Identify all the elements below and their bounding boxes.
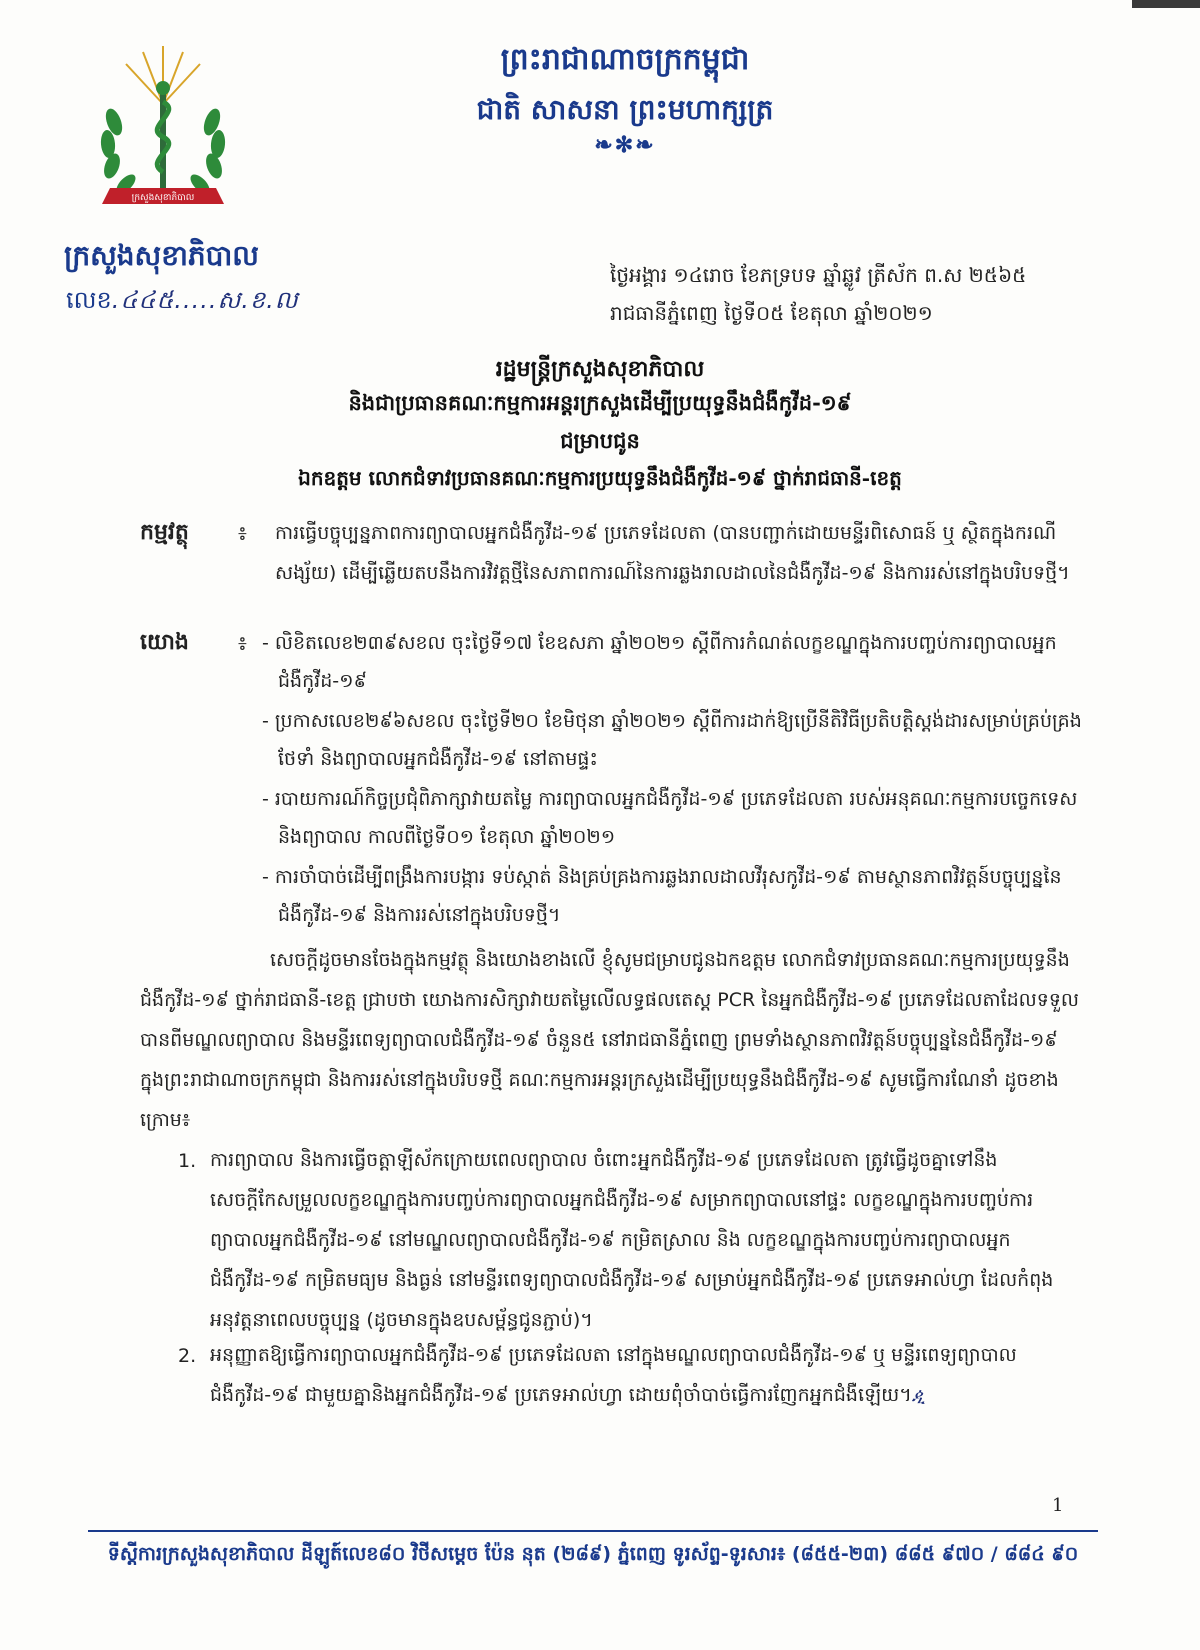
emblem-banner-text: ក្រសួងសុខាភិបាល	[131, 193, 195, 203]
reference-number-prefix: លេខ	[66, 286, 112, 314]
kingdom-title: ព្រះរាជាណាចក្រកម្ពុជា	[500, 42, 750, 77]
reference-number	[66, 285, 299, 320]
item-number: 1.	[178, 1150, 197, 1172]
item-text-body: អនុញ្ញាតឱ្យធ្វើការព្យាបាលអ្នកជំងឺកូវីដ-១៩ ប្រភេទដែលតា នៅក្នុងមណ្ឌលព្យាបាលជំងឺកូវីដ-១៩ ឬ មន្ទីរពេទ្យព្យាបាលជំងឺកូវីដ-១៩ ជាមួយគ្នានិងអ្នកជំងឺកូវីដ-១៩ ប្រភេទអាល់ហ្វា ដោយពុំចាំបាច់ធ្វើការញែកអ្នកជំងឺឡើយ។	[210, 1344, 1017, 1406]
reference-item: - ប្រកាសលេខ២៩៦សខល ចុះថ្ងៃទី២០ ខែមិថុនា ឆ្នាំ២០២១ ស្តីពីការដាក់ឱ្យប្រើនីតិវិធីប្រតិបត្តិស្តង់ដារសម្រាប់គ្រប់គ្រង ថែទាំ និងព្យាបាលអ្នកជំងឺកូវីដ-១៩ នៅតាមផ្ទះ	[262, 710, 1082, 770]
body-paragraph: សេចក្តីដូចមានចែងក្នុងកម្មវត្ថុ និងយោងខាងលើ ខ្ញុំសូមជម្រាបជូនឯកឧត្តម លោកជំទាវប្រធានគណៈកម្មការប្រយុទ្ធនឹងជំងឺកូវីដ-១៩ ថ្នាក់រាជធានី-ខេត្ត ជ្រាបថា យោងការសិក្សាវាយតម្លៃលើលទ្ធផលតេស្ត PCR នៃអ្នកជំងឺកូវីដ-១៩ ប្រភេទដែលតាដែលទទួលបានពីមណ្ឌលព្យាបាល និងមន្ទីរពេទ្យព្យាបាលជំងឺកូវីដ-១៩ ចំនួន៥ នៅរាជធានីភ្នំពេញ ព្រមទាំងស្ថានភាពវិវត្តន៍បច្ចុប្បន្ននៃជំងឺកូវីដ-១៩ ក្នុងព្រះរាជាណាចក្រកម្ពុជា និងការរស់នៅក្នុងបរិបទថ្មី គណៈកម្មការអន្តរក្រសួងដើម្បីប្រយុទ្ធនឹងជំងឺកូវីដ-១៩ សូមធ្វើការណែនាំ ដូចខាងក្រោម៖	[140, 949, 1079, 1131]
scan-corner-mark	[1132, 0, 1200, 8]
ornament-divider: ❧✻❧	[594, 132, 656, 158]
reference-colon: ៖	[238, 631, 247, 655]
reference-item: - របាយការណ៍កិច្ចប្រជុំពិភាក្សាវាយតម្លៃ ការព្យាបាលអ្នកជំងឺកូវីដ-១៩ ប្រភេទដែលតា របស់អនុគណៈកម្មការបច្ចេកទេស និងព្យាបាល កាលពីថ្ងៃទី០១ ខែតុលា ឆ្នាំ២០២១	[262, 788, 1078, 848]
reference-item: - ការចាំបាច់ដើម្បីពង្រឹងការបង្ការ ទប់ស្កាត់ និងគ្រប់គ្រងការឆ្លងរាលដាលវីរុសកូវីដ-១៩ តាមស្ថានភាពវិវត្តន៍បច្ចុប្បន្ននៃជំងឺកូវីដ-១៩ និងការរស់នៅក្នុងបរិបទថ្មី។	[262, 866, 1062, 926]
date-lunar: ថ្ងៃអង្គារ ១៤រោច ខែភទ្របទ ឆ្នាំឆ្លូវ ត្រីស័ក ព.ស ២៥៦៥	[610, 263, 1027, 287]
item-number: 2.	[178, 1345, 197, 1367]
date-solar: រាជធានីភ្នំពេញ ថ្ងៃទី០៥ ខែតុលា ឆ្នាំ២០២១	[610, 301, 933, 325]
subject-text: ការធ្វើបច្ចុប្បន្នភាពការព្យាបាលអ្នកជំងឺកូវីដ-១៩ ប្រភេទដែលតា (បានបញ្ជាក់ដោយមន្ទីរពិសោធន៍ ឬ ស្ថិតក្នុងករណីសង្ស័យ) ដើម្បីឆ្លើយតបនឹងការវិវត្តថ្មីនៃសភាពការណ៍នៃការឆ្លងរាលដាលនៃជំងឺកូវីដ-១៩ និងការរស់នៅក្នុងបរិបទថ្មី។	[275, 522, 1070, 584]
reference-number-value: .៤៤៥.....ស.ខ.ល	[111, 286, 299, 314]
page-number: 1	[1052, 1495, 1064, 1516]
recipient: ឯកឧត្តម លោកជំទាវប្រធានគណៈកម្មការប្រយុទ្ធនឹងជំងឺកូវីដ-១៩ ថ្នាក់រាជធានី-ខេត្ត	[298, 466, 902, 490]
subject-label: កម្មវត្ថុ	[140, 519, 189, 545]
kingdom-motto: ជាតិ សាសនា ព្រះមហាក្សត្រ	[476, 93, 774, 126]
sender-role: និងជាប្រធានគណៈកម្មការអន្តរក្រសួងដើម្បីប្រយុទ្ធនឹងជំងឺកូវីដ-១៩	[348, 390, 852, 415]
reference-item: - លិខិតលេខ២៣៩សខល ចុះថ្ងៃទី១៧ ខែឧសភា ឆ្នាំ២០២១ ស្តីពីការកំណត់លក្ខខណ្ឌក្នុងការបញ្ចប់ការព្យាបាលអ្នកជំងឺកូវីដ-១៩	[262, 632, 1057, 692]
footer-address: ទីស្តីការក្រសួងសុខាភិបាល ដីឡូត៍លេខ៨០ វិថីសម្តេច ប៉ែន នុត (២៨៩) ភ្នំពេញ ទូរស័ព្ទ-ទូរសារ៖ (៨៥៥-២៣) ៨៨៥ ៩៧០ / ៨៨៤ ៩០	[107, 1543, 1079, 1565]
reference-list	[262, 624, 1087, 936]
salutation: ជម្រាបជូន	[560, 428, 640, 453]
ministry-emblem	[88, 42, 238, 212]
item-text	[210, 1335, 1085, 1415]
ministry-name: ក្រសួងសុខាភិបាល	[64, 239, 259, 272]
footer-divider	[88, 1530, 1098, 1532]
handwritten-initials: ዺ	[911, 1384, 926, 1406]
sender-title: រដ្ឋមន្ត្រីក្រសួងសុខាភិបាល	[495, 356, 705, 382]
subject-colon: ៖	[238, 521, 247, 545]
reference-label: យោង	[140, 629, 189, 655]
item-text: ការព្យាបាល និងការធ្វើចត្តាឡីស័កក្រោយពេលព្យាបាល ចំពោះអ្នកជំងឺកូវីដ-១៩ ប្រភេទដែលតា ត្រូវធ្វើដូចគ្នាទៅនឹងសេចក្តីកែសម្រួលលក្ខខណ្ឌក្នុងការបញ្ចប់ការព្យាបាលអ្នកជំងឺកូវីដ-១៩ សម្រាកព្យាបាលនៅផ្ទះ លក្ខខណ្ឌក្នុងការបញ្ចប់ការព្យាបាលអ្នកជំងឺកូវីដ-១៩ នៅមណ្ឌលព្យាបាលជំងឺកូវីដ-១៩ កម្រិតស្រាល និង លក្ខខណ្ឌក្នុងការបញ្ចប់ការព្យាបាលអ្នកជំងឺកូវីដ-១៩ កម្រិតមធ្យម និងធ្ងន់ នៅមន្ទីរពេទ្យព្យាបាលជំងឺកូវីដ-១៩ សម្រាប់អ្នកជំងឺកូវីដ-១៩ ប្រភេទអាល់ហ្វា ដែលកំពុងអនុវត្តនាពេលបច្ចុប្បន្ន (ដូចមានក្នុងឧបសម្ព័ន្ធជូនភ្ជាប់)។	[210, 1149, 1054, 1331]
